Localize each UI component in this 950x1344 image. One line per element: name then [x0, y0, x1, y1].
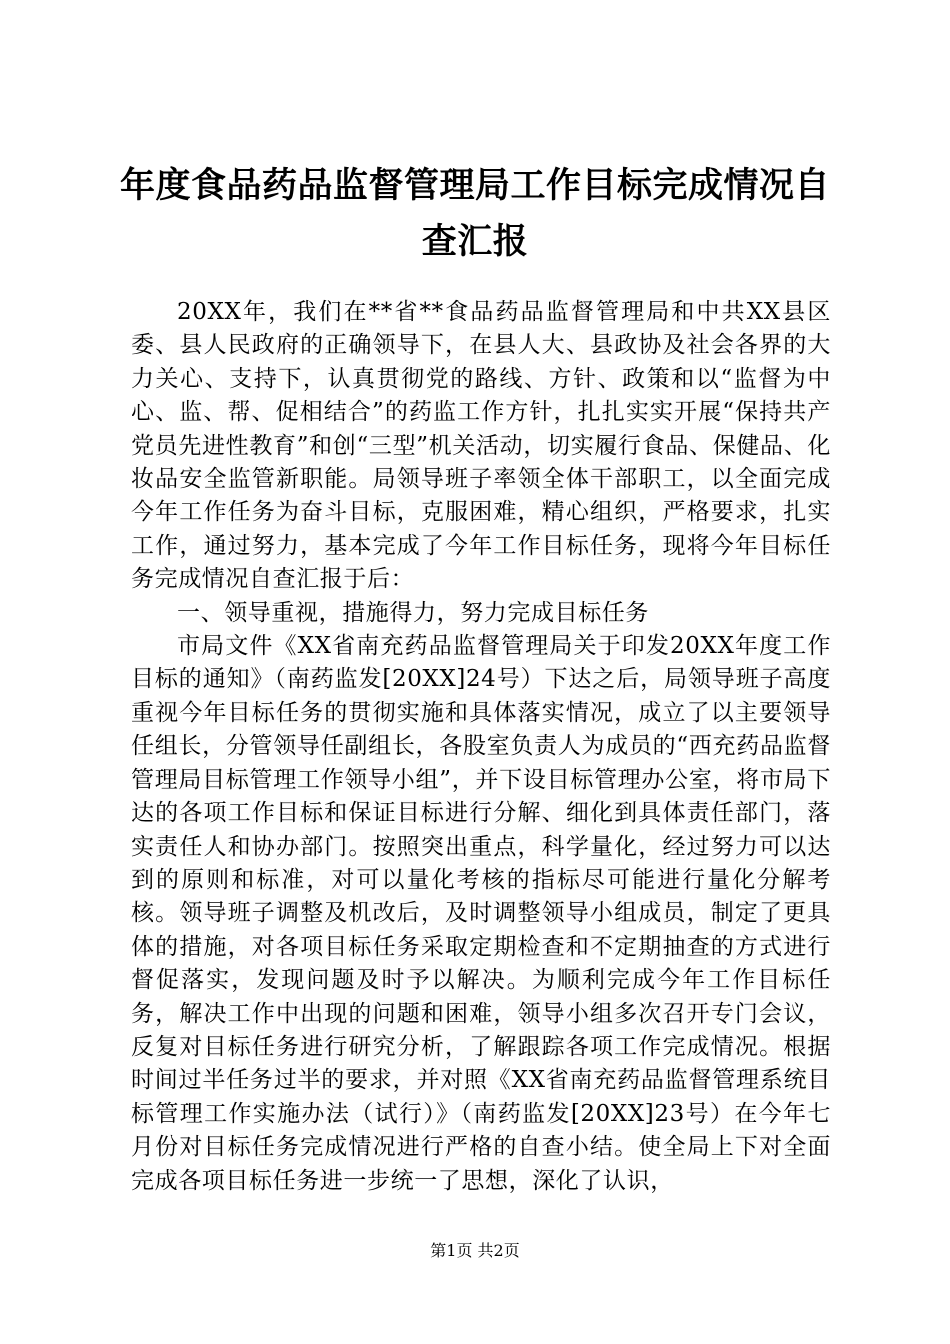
document-title: 年度食品药品监督管理局工作目标完成情况自查汇报 — [120, 166, 831, 262]
page-footer: 第1页 共2页 — [430, 1241, 520, 1260]
paragraph-intro: 20XX年，我们在**省**食品药品监督管理局和中共XX县区委、县人民政府的正确领导下，在县人大、县政协及社会各界的大力关心、支持下，认真贯彻党的路线、方针、政策和以“监督为中心、监、帮、促相结合”的药监工作方针，扎扎实实开展“保持共产党员先进性教育”和创“三型”机关活动，切实履行食品、保健品、化妆品安全监管新职能。局领导班子率领全体干部职工，以全面完成今年工作任务为奋斗目标，克服困难，精心组织，严格要求，扎实工作，通过努力，基本完成了今年工作目标任务，现将今年目标任务完成情况自查汇报于后： — [131, 299, 831, 593]
document-body — [131, 296, 831, 1198]
section-heading-1: 一、领导重视，措施得力，努力完成目标任务 — [177, 599, 649, 626]
paragraph-section-1: 市局文件《XX省南充药品监督管理局关于印发20XX年度工作目标的通知》（南药监发[20XX]24号）下达之后，局领导班子高度重视今年目标任务的贯彻实施和具体落实情况，成立了以主要领导任组长，分管领导任副组长，各股室负责人为成员的“西充药品监督管理局目标管理工作领导小组”，并下设目标管理办公室，将市局下达的各项工作目标和保证目标进行分解、细化到具体责任部门，落实责任人和协办部门。按照突出重点，科学量化，经过努力可以达到的原则和标准，对可以量化考核的指标尽可能进行量化分解考核。领导班子调整及机改后，及时调整领导小组成员，制定了更具体的措施，对各项目标任务采取定期检查和不定期抽查的方式进行督促落实，发现问题及时予以解决。为顺利完成今年工作目标任务，解决工作中出现的问题和困难，领导小组多次召开专门会议，反复对目标任务进行研究分析，了解跟踪各项工作完成情况。根据时间过半任务过半的要求，并对照《XX省南充药品监督管理系统目标管理工作实施办法（试行）》（南药监发[20XX]23号）在今年七月份对目标任务完成情况进行严格的自查小结。使全局上下对全面完成各项目标任务进一步统一了思想，深化了认识， — [131, 633, 831, 1194]
